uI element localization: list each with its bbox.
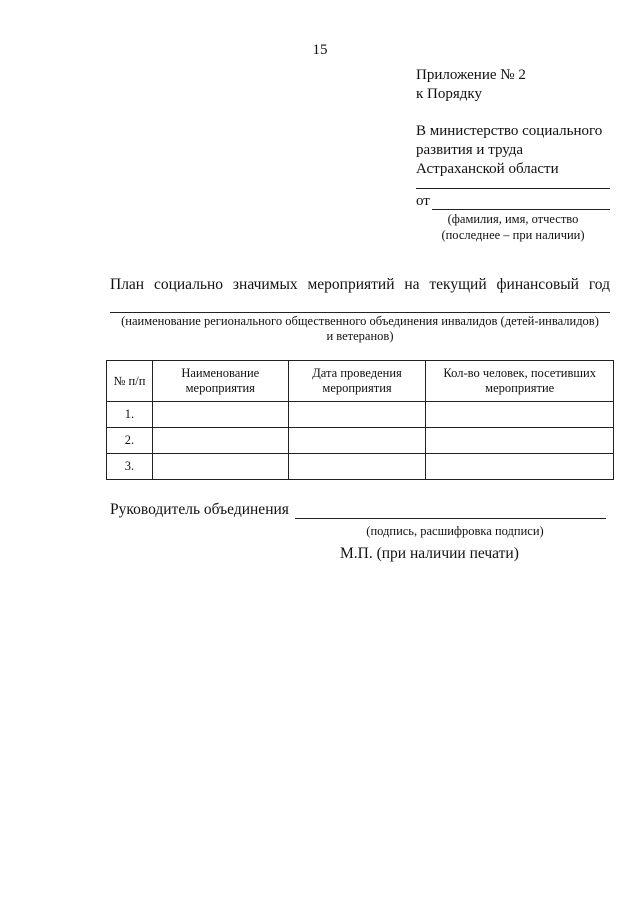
row-number-cell: 2. — [107, 428, 153, 454]
organization-hint — [110, 314, 610, 344]
event-name-cell[interactable] — [152, 428, 288, 454]
signature-hint: (подпись, расшифровка подписи) — [366, 524, 544, 538]
blank-line — [416, 188, 610, 189]
addressee-line: развития и труда — [416, 142, 524, 158]
attendance-cell[interactable] — [426, 454, 614, 480]
plan-title: План социально значимых мероприятий на текущий финансовый год — [110, 276, 610, 293]
event-name-cell[interactable] — [152, 402, 288, 428]
name-hint — [416, 211, 610, 243]
appendix-header — [416, 66, 602, 179]
addressee-line: В министерство социального — [416, 123, 603, 139]
appendix-subtitle: к Порядку — [416, 86, 482, 102]
events-table — [106, 360, 614, 480]
signature-field[interactable] — [295, 504, 606, 519]
from-row — [416, 193, 610, 210]
name-hint-line: (фамилия, имя, отчество — [447, 212, 579, 226]
column-header-number: № п/п — [107, 361, 153, 402]
org-hint-line: и ветеранов) — [326, 329, 394, 343]
row-number-cell: 1. — [107, 402, 153, 428]
from-field[interactable] — [432, 195, 610, 210]
seal-note: М.П. (при наличии печати) — [340, 545, 519, 562]
event-name-cell[interactable] — [152, 454, 288, 480]
table-row — [107, 402, 614, 428]
table-row — [107, 454, 614, 480]
addressee-line: Астраханской области — [416, 161, 559, 177]
org-hint-line: (наименование регионального общественного объединения инвалидов (детей-инвалидов) — [121, 314, 599, 328]
table-header-row — [107, 361, 614, 402]
organization-field[interactable] — [110, 312, 610, 313]
signer-label: Руководитель объединения — [110, 501, 289, 518]
from-label: от — [416, 193, 430, 209]
event-date-cell[interactable] — [288, 428, 426, 454]
column-header-event-date: Дата проведения мероприятия — [288, 361, 426, 402]
event-date-cell[interactable] — [288, 402, 426, 428]
event-date-cell[interactable] — [288, 454, 426, 480]
name-hint-line: (последнее – при наличии) — [441, 228, 585, 242]
page-number: 15 — [312, 42, 328, 58]
appendix-title: Приложение № 2 — [416, 67, 526, 83]
table-row — [107, 428, 614, 454]
column-header-attendance: Кол-во человек, посетивших мероприятие — [426, 361, 614, 402]
column-header-event-name: Наименование мероприятия — [152, 361, 288, 402]
row-number-cell: 3. — [107, 454, 153, 480]
attendance-cell[interactable] — [426, 402, 614, 428]
signer-row — [110, 501, 606, 519]
attendance-cell[interactable] — [426, 428, 614, 454]
